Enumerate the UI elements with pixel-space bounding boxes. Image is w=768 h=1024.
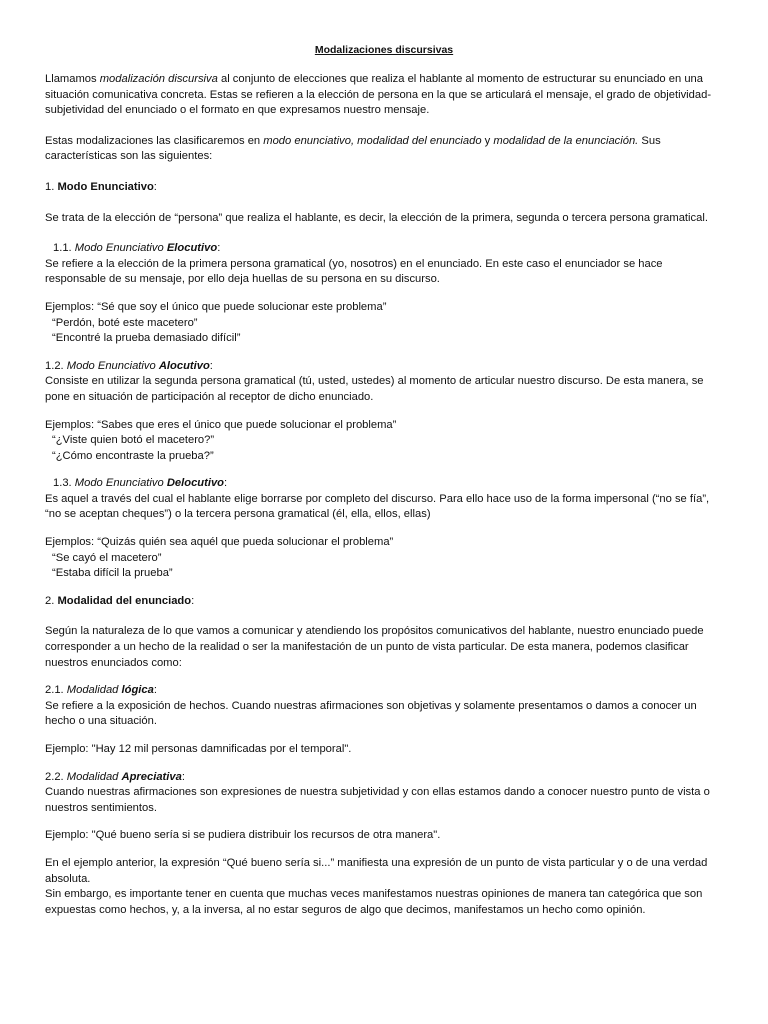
section-1-heading [45, 180, 725, 196]
example-line: “¿Viste quien botó el macetero?” [52, 434, 215, 447]
section-2-number: 2. [45, 594, 58, 607]
intro-text-a: Llamamos [45, 73, 100, 85]
section-2-colon: : [191, 594, 195, 607]
subsection-1-3-prefix: Modo Enunciativo [74, 477, 167, 490]
subsection-1-2-name: Alocutivo [158, 359, 210, 372]
example-line: Ejemplos: “Quizás quién sea aquél que pueda solucionar el problema” [45, 536, 394, 549]
subsection-2-2-colon: : [181, 770, 185, 783]
subsection-2-1-text: Se refiere a la exposición de hechos. Cuando nuestras afirmaciones son objetivas y solamente presentamos o damos a conocer un hecho o una situación. [45, 699, 697, 728]
section-2-title: Modalidad del enunciado [57, 594, 192, 607]
intro-paragraph [45, 72, 725, 119]
subsection-1-1-prefix: Modo Enunciativo [74, 242, 167, 255]
subsection-2-1-prefix: Modalidad [66, 684, 122, 697]
example-line: Ejemplos: “Sé que soy el único que puede solucionar este problema” [45, 300, 387, 313]
classification-paragraph [45, 134, 725, 165]
section-1-text: Se trata de la elección de “persona” que realiza el hablante, es decir, la elección de la primera, segunda o tercera persona gramatical. [45, 211, 708, 224]
document-body [45, 72, 725, 918]
example-line: “¿Cómo encontraste la prueba?” [52, 449, 214, 462]
subsection-1-1-name: Elocutivo [166, 242, 218, 255]
subsection-1-3-number: 1.3. [53, 477, 75, 490]
subsection-2-2-text: Cuando nuestras afirmaciones son expresiones de nuestra subjetividad y con ellas estamos dando a conocer nuestro punto de vista o nuestros sentimientos. [45, 786, 710, 814]
example-line: “Encontré la prueba demasiado difícil” [52, 332, 241, 345]
classification-text-c: y [481, 134, 494, 147]
example-line: Ejemplos: “Sabes que eres el único que puede solucionar el problema” [45, 418, 397, 431]
subsection-1-2-number: 1.2. [45, 359, 67, 372]
subsection-1-1-number: 1.1. [53, 242, 75, 255]
document-title: Modalizaciones discursivas [314, 44, 454, 56]
subsection-1-3-heading [45, 476, 725, 492]
example-line: Ejemplo: "Qué bueno sería si se pudiera distribuir los recursos de otra manera". [45, 829, 441, 842]
closing-paragraph [45, 856, 725, 887]
subsection-1-3-text: Es aquel a través del cual el hablante elige borrarse por completo del discurso. Para ello hace uso de la forma impersonal (“no se fía”, “no se aceptan cheques”) o la tercera persona gramatical (él, ella, ellos, ellas) [45, 492, 710, 521]
subsection-1-2-text: Consiste en utilizar la segunda persona gramatical (tú, usted, ustedes) al momento de articular nuestro discurso. De esta manera, se pone en situación de participación al receptor de dicho enunciado. [45, 375, 704, 403]
closing-paragraph-2: Sin embargo, es importante tener en cuenta que muchas veces manifestamos nuestras opiniones de manera tan categórica que son expuestas como hechos, y, a la inversa, al no estar seguros de algo que decimos, manifestamos un hecho como opinión. [45, 888, 703, 916]
subsection-1-3-name: Delocutivo [166, 477, 225, 490]
section-1-colon: : [153, 180, 157, 193]
subsection-1-2-colon: : [209, 359, 213, 372]
subsection-2-2-prefix: Modalidad [66, 770, 122, 783]
subsection-2-2-heading [45, 770, 725, 786]
classification-term-1: modo enunciativo, modalidad del enunciado [263, 134, 482, 147]
subsection-1-1-colon: : [217, 242, 221, 255]
classification-text-e: Sus características son las siguientes: [45, 134, 661, 163]
closing-text-b: ” manifiesta una expresión de un punto de vista particular y o de una verdad absoluta. [45, 856, 708, 885]
example-line: Ejemplo: "Hay 12 mil personas damnificadas por el temporal". [45, 743, 352, 755]
subsection-2-1-name: lógica [121, 684, 154, 697]
subsection-2-1-number: 2.1. [45, 684, 67, 697]
example-line: “Perdón, boté este macetero” [52, 316, 198, 329]
subsection-1-3-colon: : [224, 477, 228, 490]
subsection-2-2-name: Apreciativa [121, 770, 182, 783]
subsection-2-1-heading [45, 683, 725, 699]
example-line: “Estaba difícil la prueba” [52, 567, 173, 580]
example-line: “Se cayó el macetero” [52, 551, 162, 564]
section-1-title: Modo Enunciativo [57, 180, 154, 193]
subsection-1-1-heading [45, 241, 725, 257]
intro-term: modalización discursiva [99, 73, 218, 85]
section-2-text: Según la naturaleza de lo que vamos a comunicar y atendiendo los propósitos comunicativos del hablante, nuestro enunciado puede corresponder a un hecho de la realidad o ser la manifestación de un punto de vista particular. De esta manera, podemos clasificar nuestros enunciados como: [45, 625, 704, 669]
classification-text-a: Estas modalizaciones las clasificaremos en [45, 134, 264, 147]
intro-text-c: al conjunto de elecciones que realiza el hablante al momento de estructurar su enunciado en una situación comunicativa concreta. Estas se refieren a la elección de persona en la que se articulará el mensaje, el grado de objetividad-subjetividad del enunciado o el formato en que expresamos nuestro mensaje. [45, 73, 712, 117]
closing-text-a: En el ejemplo anterior, la expresión “Qué bueno sería si... [45, 856, 331, 869]
subsection-1-2-prefix: Modo Enunciativo [66, 359, 159, 372]
subsection-1-1-text: Se refiere a la elección de la primera persona gramatical (yo, nosotros) en el enunciado. En este caso el enunciador se hace responsable de su mensaje, por ello deja huellas de su persona en su discurso. [45, 257, 663, 286]
section-2-heading [45, 594, 725, 610]
classification-term-2: modalidad de la enunciación. [493, 134, 639, 147]
subsection-2-2-number: 2.2. [45, 770, 67, 783]
subsection-2-1-colon: : [153, 684, 157, 697]
subsection-1-2-heading [45, 359, 725, 375]
section-1-number: 1. [45, 180, 58, 193]
